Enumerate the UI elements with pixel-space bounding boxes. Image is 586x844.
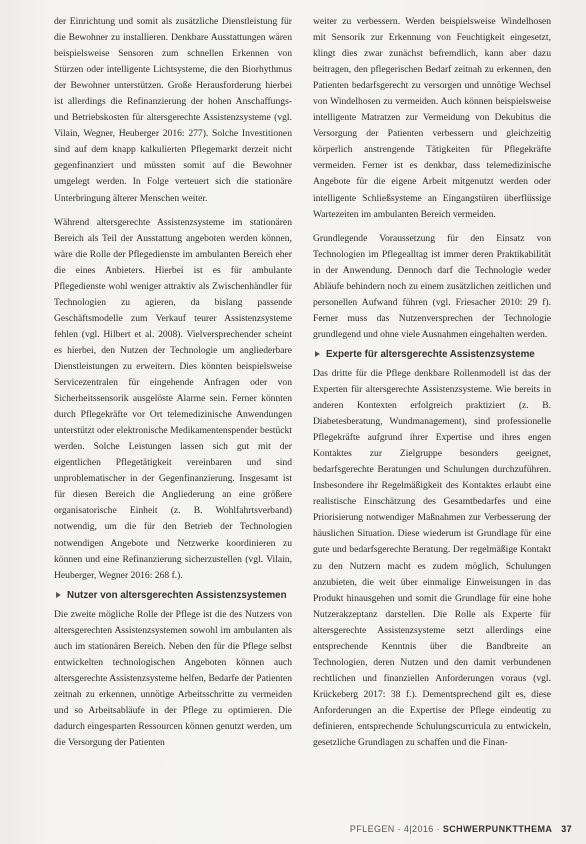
body-paragraph: der Einrichtung und somit als zusätzliche Dienstleistung für die Bewohner zu installieren. Denkbare Ausstattungen wären beispielsweise Sensoren zum schnellen Erkennen von Stürzen oder intelligente Lichtsysteme, die den Biorhythmus der Bewohner unterstützen. Große Herausforderung hierbei ist allerdings die Refinanzierung der hohen Anschaffungs- und Betriebskosten für altersgerechte Assistenzsysteme (vgl. Vilain, Wegner, Heuberger 2016: 277). Solche Investitionen sind auf dem knapp kalkulierten Pflegemarkt derzeit nicht gegenfinanziert und müssten somit auf die Bewohner umgelegt werden. In Folge verteuert sich die stationäre Unterbringung älterer Menschen weiter. bbox=[54, 16, 292, 204]
right-column bbox=[313, 14, 551, 751]
section-heading-text: Experte für altersgerechte Assistenzsysteme bbox=[326, 348, 535, 360]
page-number: 37 bbox=[561, 824, 572, 834]
triangle-bullet-icon bbox=[315, 351, 320, 357]
section-heading-nutzer bbox=[54, 588, 292, 603]
body-paragraph: Das dritte für die Pflege denkbare Rollenmodell ist das der Experten für altersgerechte Assistenzsysteme. Wie bereits in anderen Kontexten erfolgreich praktiziert (z. B. Diabetesberatung, Wundmanagement), sind professionelle Pflegekräfte aufgrund ihrer Expertise und ihres engen Kontaktes zur Zielgruppe besonders geeignet, bedarfsgerechte Beratungen und Schulungen durchzuführen. Insbesondere ihr Regelmäßigkeit des Kontaktes erlaubt eine realistische Einschätzung des Gesamtbedarfes und eine Priorisierung notwendiger Maßnahmen zur Verbesserung der häuslichen Situation. Diese wiederum ist Grundlage für eine gute und bedarfsgerechte Beratung. Der regelmäßige Kontakt zu den Nutzern macht es zudem möglich, Schulungen anzubieten, die weit über einmalige Einweisungen in das Produkt hinausgehen und somit die Grundlage für eine hohe Nutzerakzeptanz darstellen. Die Rolle als Experte für altersgerechte Assistenzsysteme setzt allerdings eine entsprechende Kenntnis über die Bandbreite an Technologien, deren Nutzen und den damit verbundenen rechtlichen und finanziellen Anforderungen voraus (vgl. Krückeberg 2017: 38 f.). Dementsprechend gilt es, diese Anforderungen an die Expertise der Pflege eindeutig zu definieren, entsprechende Schulungscurricula zu entwickeln, gesetzliche Grundlagen zu schaffen und die Finan- bbox=[313, 367, 551, 749]
section-heading-experte bbox=[313, 347, 551, 362]
left-column bbox=[54, 14, 292, 751]
page-footer: PFLEGEN · 4|2016 · SCHWERPUNKTTHEMA 37 bbox=[349, 824, 572, 834]
section-name: SCHWERPUNKTTHEMA bbox=[442, 824, 553, 834]
body-paragraph: Grundlegende Voraussetzung für den Einsatz von Technologien im Pflegealltag ist immer deren Praktikabilität in der Anwendung. Dennoch darf die Technologie weder Abläufe behindern noch zu einem zusätzlichen zeitlichen und personellen Aufwand führen (vgl. Friesacher 2010: 29 f). Ferner muss das Nutzenversprechen der Technologie grundlegend und ohne viele Ausnahmen eingehalten werden. bbox=[313, 232, 551, 340]
body-paragraph: Die zweite mögliche Rolle der Pflege ist die des Nutzers von altersgerechten Assistenzsystemen sowohl im ambulanten als auch im stationären Bereich. Neben den für die Pflege selbst entwickelten technologischen Angeboten können auch altersgerechte Assistenzsysteme helfen, Bedarfe der Patienten zeitnah zu erkennen, unnötige Arbeitsschritte zu vermeiden und so Arbeitsabläufe in der Pflege zu optimieren. Die dadurch eingesparten Ressourcen können genutzt werden, um die Versorgung der Patienten bbox=[54, 608, 292, 749]
body-paragraph: weiter zu verbessern. Werden beispielsweise Windelhosen mit Sensorik zur Erkennung von Feuchtigkeit eingesetzt, klingt dies zwar zunächst befremdlich, kann aber dazu beitragen, den pflegerischen Bedarf zeitnah zu erkennen, den Patienten bedarfsgerecht zu versorgen und unnötige Wechsel von Windelhosen zu vermeiden. Auch können beispielsweise intelligente Matratzen zur Vermeidung von Dekubitus die Versorgung der Patienten verbessern und gleichzeitig körperlich anstrengende Tätigkeiten für Pflegekräfte vermeiden. Ferner ist es denkbar, dass telemedizinische Angebote für die eigene Arbeit mitgenutzt werden oder intelligente Schließsysteme an Eingangstüren überflüssige Wartezeiten im ambulanten Bereich vermeiden. bbox=[313, 16, 551, 220]
section-heading-text: Nutzer von altersgerechten Assistenzsystemen bbox=[67, 589, 287, 601]
journal-name: PFLEGEN bbox=[349, 824, 395, 834]
body-paragraph: Während altersgerechte Assistenzsysteme im stationären Bereich als Teil der Ausstattung angeboten werden können, wäre die Rolle der Pflegedienste im ambulanten Bereich eher die eines Anbieters. Hierbei ist es für ambulante Pflegedienste wohl weniger attraktiv als Zwischenhändler für Technologien zu agieren, da bislang passende Geschäftsmodelle zum Verkauf teurer Assistenzsysteme fehlen (vgl. Hilbert et al. 2008). Vielversprechender scheint es hierbei, den Nutzen der Technologie um angliederbare Dienstleistungen zu erweitern. Dies könnten beispielsweise Servicezentralen für eingehende Anfragen oder von Sicherheitssensorik ausgelöste Alarme sein. Ferner könnten durch Pflegekräfte vor Ort telemedizinische Anwendungen unterstützt oder elektronische Medikamentenspender bestückt werden. Solche Leistungen lassen sich gut mit der eigentlichen Pflegetätigkeit vereinbaren und sind unproblematischer in der Gegenfinanzierung. Insgesamt ist für diesen Bereich die Angliederung an eine größere organisatorische Einheit (z. B. Wohlfahrtsverband) notwendig, um die für den Betrieb der Technologien notwendigen Angebote und Netzwerke koordinieren zu können und eine Refinanzierung sicherzustellen (vgl. Vilain, Heuberger, Wegner 2016: 268 f.). bbox=[54, 216, 292, 581]
triangle-bullet-icon bbox=[56, 592, 61, 598]
issue-number: 4|2016 bbox=[403, 824, 434, 834]
